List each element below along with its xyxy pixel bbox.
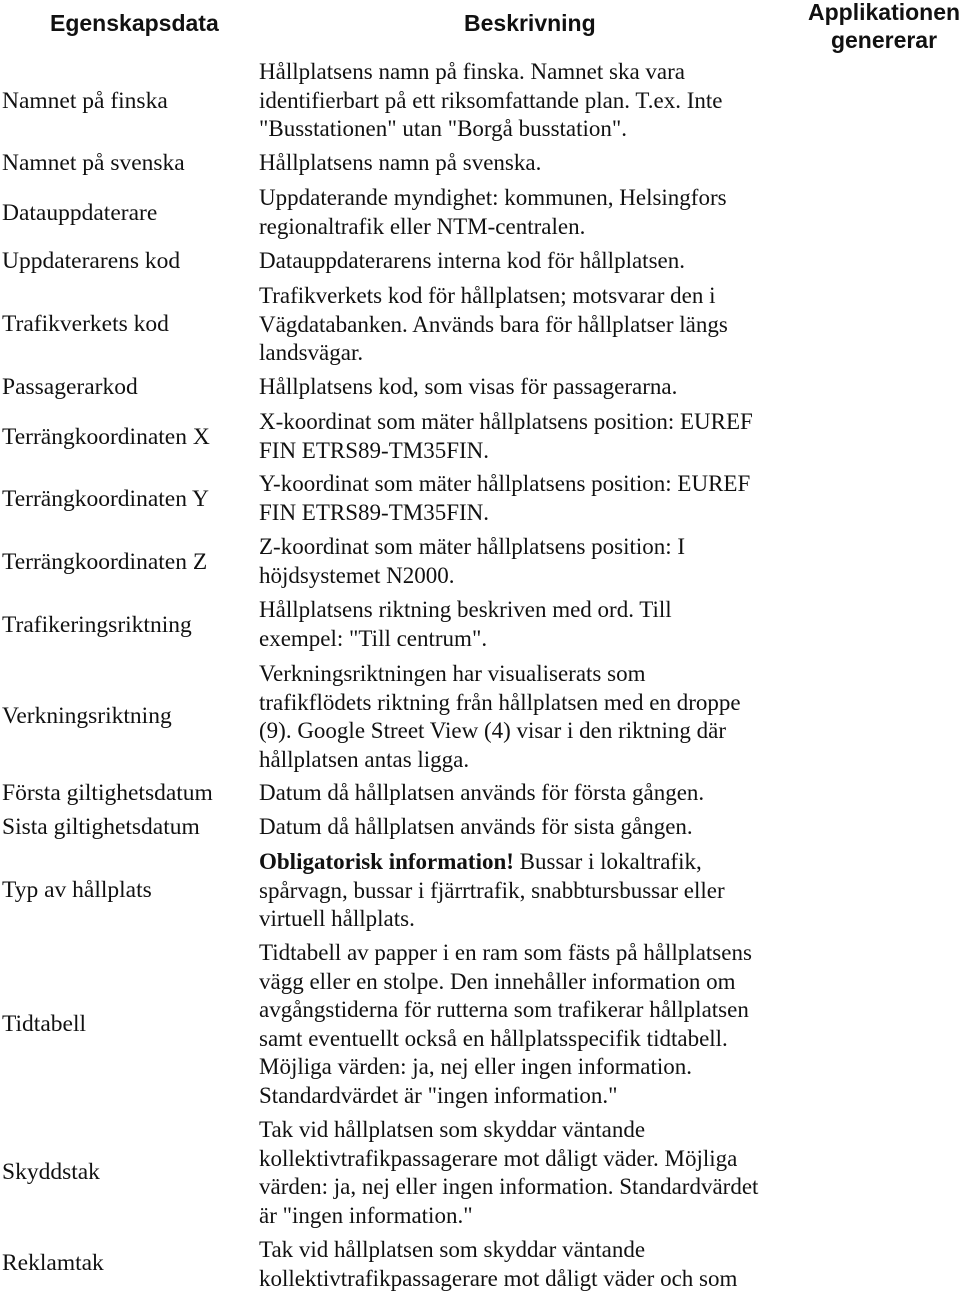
description-line: FIN ETRS89-TM35FIN. bbox=[259, 437, 490, 463]
description-line: Hållplatsens namn på finska. Namnet ska vara bbox=[259, 59, 686, 84]
description-first-valid-date bbox=[259, 779, 819, 808]
property-coordinate-z: Terrängkoordinaten Z bbox=[2, 549, 208, 575]
description-line: Datum då hållplatsen används för sista gången. bbox=[259, 814, 693, 839]
description-line: hållplatsen antas ligga. bbox=[259, 746, 470, 772]
description-passenger-code bbox=[259, 373, 819, 402]
property-first-valid-date: Första giltighetsdatum bbox=[2, 780, 213, 806]
description-coordinate-y bbox=[259, 470, 819, 527]
description-line: FIN ETRS89-TM35FIN. bbox=[259, 499, 490, 525]
property-name-finnish: Namnet på finska bbox=[2, 88, 168, 114]
description-line: X-koordinat som mäter hållplatsens position: EUREF bbox=[259, 409, 753, 434]
description-line: regionaltrafik eller NTM-centralen. bbox=[259, 213, 586, 239]
description-name-finnish bbox=[259, 58, 819, 144]
description-line: Datauppdaterarens interna kod för hållplatsen. bbox=[259, 248, 685, 273]
property-advert-roof: Reklamtak bbox=[2, 1250, 104, 1276]
description-line: Möjliga värden: ja, nej eller ingen information. bbox=[259, 1054, 693, 1080]
header-description: Beskrivning bbox=[464, 10, 596, 36]
description-updater-code bbox=[259, 247, 819, 276]
header-app-generates: Applikationen genererar bbox=[808, 0, 960, 53]
description-line: Tak vid hållplatsen som skyddar väntande bbox=[259, 1237, 646, 1262]
description-text: Bussar i lokaltrafik, bbox=[513, 849, 702, 874]
description-timetable bbox=[259, 939, 819, 1111]
description-line: Tak vid hållplatsen som skyddar väntande bbox=[259, 1117, 646, 1142]
description-traffic-direction bbox=[259, 596, 819, 653]
property-last-valid-date: Sista giltighetsdatum bbox=[2, 814, 200, 840]
description-line: kollektivtrafikpassagerare mot dåligt väder och som bbox=[259, 1265, 738, 1291]
mandatory-info-label: Obligatorisk information! bbox=[259, 849, 514, 874]
description-line: identifierbart på ett riksomfattande plan. T.ex. Inte bbox=[259, 87, 723, 113]
description-line: Z-koordinat som mäter hållplatsens position: I bbox=[259, 534, 686, 559]
property-coordinate-y: Terrängkoordinaten Y bbox=[2, 486, 209, 512]
property-stop-type: Typ av hållplats bbox=[2, 877, 152, 903]
description-data-updater bbox=[259, 184, 819, 241]
description-line: är "ingen information." bbox=[259, 1202, 473, 1228]
description-line: spårvagn, bussar i fjärrtrafik, snabbtursbussar eller bbox=[259, 877, 725, 903]
description-line: (9). Google Street View (4) visar i den riktning där bbox=[259, 718, 727, 744]
description-line bbox=[259, 848, 819, 877]
description-line: Y-koordinat som mäter hållplatsens position: EUREF bbox=[259, 471, 751, 496]
property-passenger-code: Passagerarkod bbox=[2, 374, 138, 400]
description-line: Datum då hållplatsen används för första gången. bbox=[259, 780, 705, 805]
description-line: Uppdaterande myndighet: kommunen, Helsingfors bbox=[259, 185, 727, 210]
description-line: Tidtabell av papper i en ram som fästs på hållplatsens bbox=[259, 940, 752, 965]
description-advert-roof bbox=[259, 1236, 819, 1293]
property-traffic-agency-code: Trafikverkets kod bbox=[2, 311, 169, 337]
description-line: höjdsystemet N2000. bbox=[259, 562, 455, 588]
description-coordinate-x bbox=[259, 408, 819, 465]
description-stop-type bbox=[259, 848, 819, 934]
description-line: exempel: "Till centrum". bbox=[259, 625, 488, 651]
description-line: avgångstiderna för rutterna som trafikerar hållplatsen bbox=[259, 997, 749, 1023]
description-traffic-agency-code bbox=[259, 282, 819, 368]
description-line: kollektivtrafikpassagerare mot dåligt väder. Möjliga bbox=[259, 1145, 738, 1171]
description-line: trafikflödets riktning från hållplatsen med en droppe bbox=[259, 689, 741, 715]
description-line: Trafikverkets kod för hållplatsen; motsvarar den i bbox=[259, 283, 716, 308]
property-updater-code: Uppdaterarens kod bbox=[2, 248, 181, 274]
description-line: samt eventuellt också en hållplatsspecifik tidtabell. bbox=[259, 1025, 728, 1051]
description-line: Hållplatsens kod, som visas för passagerarna. bbox=[259, 374, 678, 399]
property-timetable: Tidtabell bbox=[2, 1011, 87, 1037]
property-data-updater: Datauppdaterare bbox=[2, 200, 158, 226]
description-effect-direction bbox=[259, 660, 819, 774]
description-line: Hållplatsens namn på svenska. bbox=[259, 150, 542, 175]
description-line: Standardvärdet är "ingen information." bbox=[259, 1082, 618, 1108]
description-line: vägg eller en stolpe. Den innehåller information om bbox=[259, 968, 736, 994]
description-last-valid-date bbox=[259, 813, 819, 842]
description-line: Verkningsriktningen har visualiserats som bbox=[259, 661, 646, 686]
description-coordinate-z bbox=[259, 533, 819, 590]
description-line: Hållplatsens riktning beskriven med ord. Till bbox=[259, 597, 672, 622]
description-line: värden: ja, nej eller ingen information. Standardvärdet bbox=[259, 1174, 759, 1200]
header-property: Egenskapsdata bbox=[50, 10, 219, 36]
description-name-swedish bbox=[259, 149, 819, 178]
property-traffic-direction: Trafikeringsriktning bbox=[2, 612, 192, 638]
description-line: "Busstationen" utan "Borgå busstation". bbox=[259, 116, 628, 142]
property-effect-direction: Verkningsriktning bbox=[2, 703, 172, 729]
description-line: Vägdatabanken. Används bara för hållplatser längs bbox=[259, 311, 728, 337]
description-line: landsvägar. bbox=[259, 340, 364, 366]
property-name-swedish: Namnet på svenska bbox=[2, 150, 185, 176]
description-shelter-roof bbox=[259, 1116, 819, 1230]
description-line: virtuell hållplats. bbox=[259, 906, 415, 932]
property-shelter-roof: Skyddstak bbox=[2, 1159, 100, 1185]
property-coordinate-x: Terrängkoordinaten X bbox=[2, 424, 210, 450]
